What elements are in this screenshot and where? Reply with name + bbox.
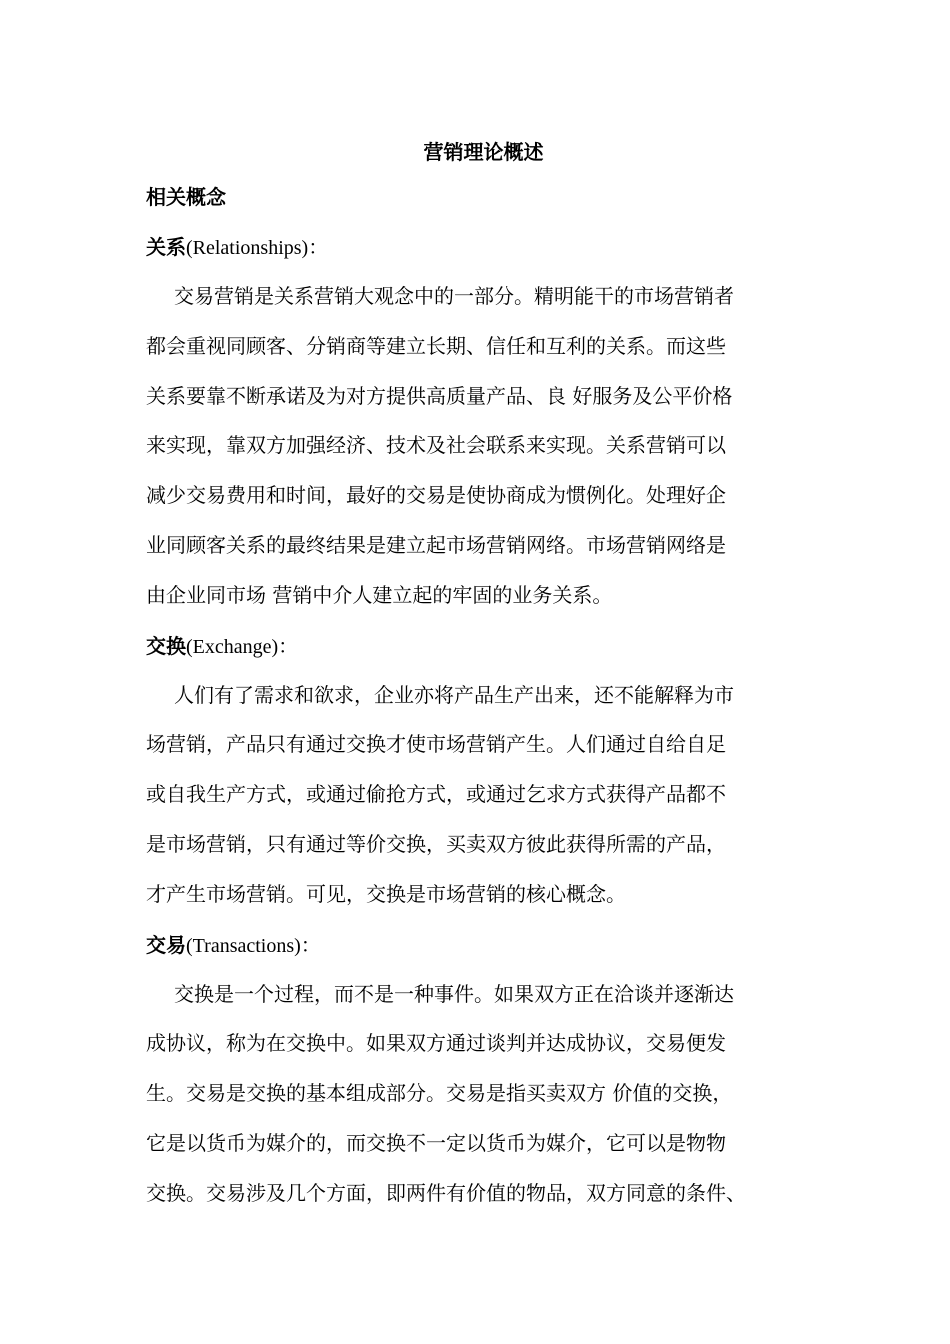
paragraph-exchange xyxy=(146,671,821,920)
paragraph-line: 是市场营销，只有通过等价交换，买卖双方彼此获得所需的产品， xyxy=(146,831,726,856)
heading-latin: (Exchange)： xyxy=(186,635,299,658)
section-heading-transactions xyxy=(146,920,821,970)
paragraph-line: 人们有了需求和欲求，企业亦将产品生产出来，还不能解释为市 xyxy=(174,682,734,707)
paragraph-line: 成协议，称为在交换中。如果双方通过谈判并达成协议，交易便发 xyxy=(146,1031,726,1056)
section-heading-exchange xyxy=(146,621,821,671)
paragraph-line: 场营销，产品只有通过交换才使市场营销产生。人们通过自给自足 xyxy=(146,732,726,757)
document-page xyxy=(146,132,821,1219)
paragraph-line: 来实现，靠双方加强经济、技术及社会联系来实现。关系营销可以 xyxy=(146,433,726,458)
section-heading-relationships xyxy=(146,222,821,272)
paragraph-line: 或自我生产方式，或通过偷抢方式，或通过乞求方式获得产品都不 xyxy=(146,782,726,807)
paragraph-relationships xyxy=(146,272,821,621)
heading-cn: 交换 xyxy=(146,633,186,658)
paragraph-line: 交换。交易涉及几个方面，即两件有价值的物品，双方同意的条件、 xyxy=(146,1180,746,1205)
paragraph-line: 减少交易费用和时间，最好的交易是使协商成为惯例化。处理好企 xyxy=(146,483,726,508)
heading-latin: (Transactions)： xyxy=(186,934,321,957)
paragraph-line: 关系要靠不断承诺及为对方提供高质量产品、良 好服务及公平价格 xyxy=(146,383,733,408)
paragraph-line: 生。交易是交换的基本组成部分。交易是指买卖双方 价值的交换， xyxy=(146,1081,733,1106)
paragraph-line: 交易营销是关系营销大观念中的一部分。精明能干的市场营销者 xyxy=(174,284,734,308)
paragraph-transactions xyxy=(146,970,821,1219)
paragraph-line: 它是以货币为媒介的，而交换不一定以货币为媒介，它可以是物物 xyxy=(146,1130,726,1155)
paragraph-line: 业同顾客关系的最终结果是建立起市场营销网络。市场营销网络是 xyxy=(146,532,726,557)
heading-cn: 交易 xyxy=(146,932,186,957)
paragraph-line: 由企业同市场 营销中介人建立起的牢固的业务关系。 xyxy=(146,582,613,607)
section-heading-concepts: 相关概念 xyxy=(146,185,226,209)
paragraph-line: 才产生市场营销。可见，交换是市场营销的核心概念。 xyxy=(146,881,626,906)
paragraph-line: 交换是一个过程，而不是一种事件。如果双方正在洽谈并逐渐达 xyxy=(174,981,734,1006)
document-title: 营销理论概述 xyxy=(423,140,544,164)
paragraph-line: 都会重视同顾客、分销商等建立长期、信任和互利的关系。而这些 xyxy=(146,333,726,358)
heading-latin: (Relationships)： xyxy=(186,237,329,259)
heading-cn: 关系 xyxy=(146,235,186,259)
